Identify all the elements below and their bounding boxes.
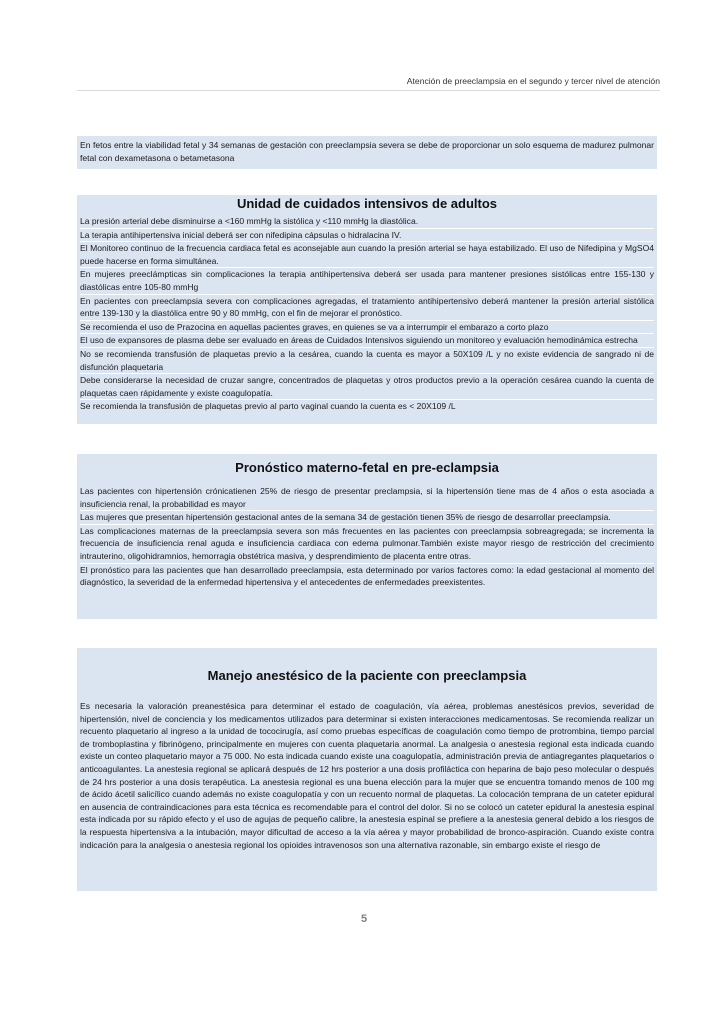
paragraph: La presión arterial debe disminuirse a <160 mmHg la sistólica y <110 mmHg la diastólica. bbox=[80, 215, 654, 229]
paragraph: El pronóstico para las pacientes que han desarrollado preeclampsia, esta determinado por varios factores como: la edad gestacional al momento del diagnóstico, la severidad de la enfermedad hipertensiva y el antecedentes de enfermedades preexistentes. bbox=[80, 564, 654, 588]
paragraph: En mujeres preeclámpticas sin complicaciones la terapia antihipertensiva deberá ser usada para mantener presiones sistólicas entre 155-130 y diastólicas entre 105-80 mmHg bbox=[80, 268, 654, 294]
page-number: 5 bbox=[360, 913, 368, 925]
paragraph: Las mujeres que presentan hipertensión gestacional antes de la semana 34 de gestación tienen 35% de riesgo de desarrollar preeclampsia. bbox=[80, 511, 654, 525]
paragraph: La terapia antihipertensiva inicial deberá ser con nifedipina cápsulas o hidralacina IV. bbox=[80, 229, 654, 243]
section-pronostico bbox=[77, 454, 657, 619]
paragraph: Debe considerarse la necesidad de cruzar sangre, concentrados de plaquetas y otros productos previo a la operación cesárea cuando la cuenta de plaquetas caen rápidamente y existe coagulopatía. bbox=[80, 374, 654, 400]
paragraph: Es necesaria la valoración preanestésica para determinar el estado de coagulación, vía aérea, problemas anestésicos previos, severidad de hipertensión, nivel de conciencia y los medicamentos utilizados para determinar si existen interacciones medicamentosas. Se recomienda realizar un recuento plaquetario al ingreso a la unidad de tococirugía, así como pruebas específicas de coagulación como tiempo de protrombina, tiempo parcial de tromboplastina y fibrinógeno, principalmente en mujeres con cuenta plaquetaria anormal. La analgesia o anestesia regional esta indicada cuando existe un conteo plaquetario mayor a 75 000. No esta indicada cuando existe una coagulopatía, administración previa de antiagregantes plaquetarios o anticoagulantes. La anestesia regional se aplicará después de 12 hrs posterior a una dosis profiláctica con heparina de bajo peso molecular o después de 24 hrs posterior a una dosis terapéutica. La anestesia regional es una buena elección para la mujer que se encuentra tomando menos de 100 mg de ácido ácetil salicílico cuando además no existe coagulopatía y con un recuento normal de plaquetas. La colocación temprana de un cateter epidural en ausencia de contraindicaciones para esta técnica es recomendable para el control del dolor. Si no se colocó un cateter epidural la anestesia espinal esta indicada por su rápido efecto y el uso de agujas de pequeño calibre, la anestesia espinal se prefiere a la anestesia general debido a los riesgos de la respuesta hipertensiva a la intubación, mayor dificultad de acceso a la vía aérea y mayor probabilidad de bronco-aspiración. Cuando existe contra indicación para la analgesia o anestesia regional los opioides intravenosos son una alternativa razonable, sin embargo existe el riesgo de bbox=[80, 701, 654, 850]
paragraph: El uso de expansores de plasma debe ser evaluado en áreas de Cuidados Intensivos siguiendo un monitoreo y evaluación hemodinámica estrecha bbox=[80, 334, 654, 348]
paragraph: El Monitoreo continuo de la frecuencia cardiaca fetal es aconsejable aun cuando la presión arterial se haya estabilizado. El uso de Nifedipina y MgSO4 puede hacerse en forma simultánea. bbox=[80, 242, 654, 268]
header-rule bbox=[77, 90, 660, 91]
section-fetos bbox=[77, 136, 657, 169]
paragraph: Las complicaciones maternas de la preeclampsia severa son más frecuentes en las pacientes con preeclampsia sobreagregada; se incrementa la frecuencia de insuficiencia renal aguda e insuficiencia cardiaca con edema pulmonar.También existe mayor riesgo de restricción del crecimiento intrauterino, oligohidramnios, hemorragia obstétrica masiva, y desprendimiento de placenta entre otras. bbox=[80, 525, 654, 564]
paragraph: Se recomienda la transfusión de plaquetas previo al parto vaginal cuando la cuenta es < 20X109 /L bbox=[80, 401, 456, 412]
paragraph: No se recomienda transfusión de plaquetas previo a la cesárea, cuando la cuenta es mayor a 50X109 /L y no existe evidencia de sangrado ni de disfunción plaquetaria bbox=[80, 348, 654, 374]
running-header: Atención de preeclampsia en el segundo y tercer nivel de atención bbox=[406, 76, 660, 86]
paragraph: En fetos entre la viabilidad fetal y 34 semanas de gestación con preeclampsia severa se debe de proporcionar un solo esquema de madurez pulmonar fetal con dexametasona o betametasona bbox=[80, 140, 654, 163]
section-title: Pronóstico materno-fetal en pre-eclampsia bbox=[235, 460, 499, 475]
section-uci bbox=[77, 195, 657, 424]
paragraph: En pacientes con preeclampsia severa con complicaciones agregadas, el tratamiento antihipertensivo deberá mantener la presión arterial sistólica entre 139-130 y la diastólica entre 90 y 80 mmHg, con el fin de mejorar el pronóstico. bbox=[80, 295, 654, 321]
section-title: Unidad de cuidados intensivos de adultos bbox=[236, 196, 498, 211]
paragraph: Las pacientes con hipertensión crónicatienen 25% de riesgo de presentar preclampsia, si la hipertensión tiene mas de 4 años o esta asociada a insuficiencia renal, la probabilidad es mayor bbox=[80, 485, 654, 511]
section-title: Manejo anestésico de la paciente con preeclampsia bbox=[207, 668, 527, 683]
paragraph: Se recomienda el uso de Prazocina en aquellas pacientes graves, en quienes se va a interrumpir el embarazo a corto plazo bbox=[80, 321, 654, 335]
section-manejo-anestesico bbox=[77, 648, 657, 891]
